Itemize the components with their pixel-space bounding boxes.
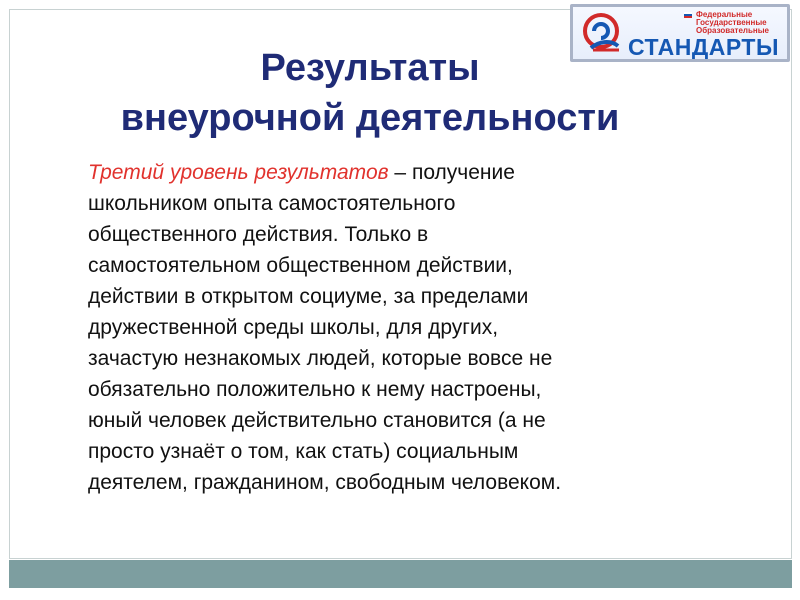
body-line: школьником опыта самостоятельного [88,192,456,215]
body-line [88,157,698,188]
russian-flag-icon [684,12,692,18]
body-line: самостоятельном общественном действии, [88,254,513,277]
body-line: просто узнаёт о том, как стать) социальным [88,440,519,463]
slide-bottom-bar [9,560,792,588]
logo-small-text [696,11,786,35]
body-line: зачастую незнакомых людей, которые вовсе не [88,347,553,370]
first-line-rest: – получение [388,161,515,184]
body-line: дружественной среды школы, для других, [88,316,499,339]
slide-title-line: внеурочной деятельности [120,97,620,139]
highlight-text: Третий уровень результатов [88,161,389,184]
body-line: действии в открытом социуме, за пределами [88,285,529,308]
body-line: юный человек действительно становится (а не [88,409,546,432]
logo-small-line: Государственные [696,18,767,27]
body-line: обязательно положительно к нему настроены, [88,378,542,401]
logo-small-line: Федеральные [696,10,753,19]
slide-title-line: Результаты [260,47,480,89]
logo-big-text: СТАНДАРТЫ [628,34,779,60]
slide-body-text [88,157,698,498]
body-line: общественного действия. Только в [88,223,429,246]
body-line: деятелем, гражданином, свободным человеком. [88,471,562,494]
slide-title [20,43,720,143]
logo-small-line: Образовательные [696,26,770,35]
